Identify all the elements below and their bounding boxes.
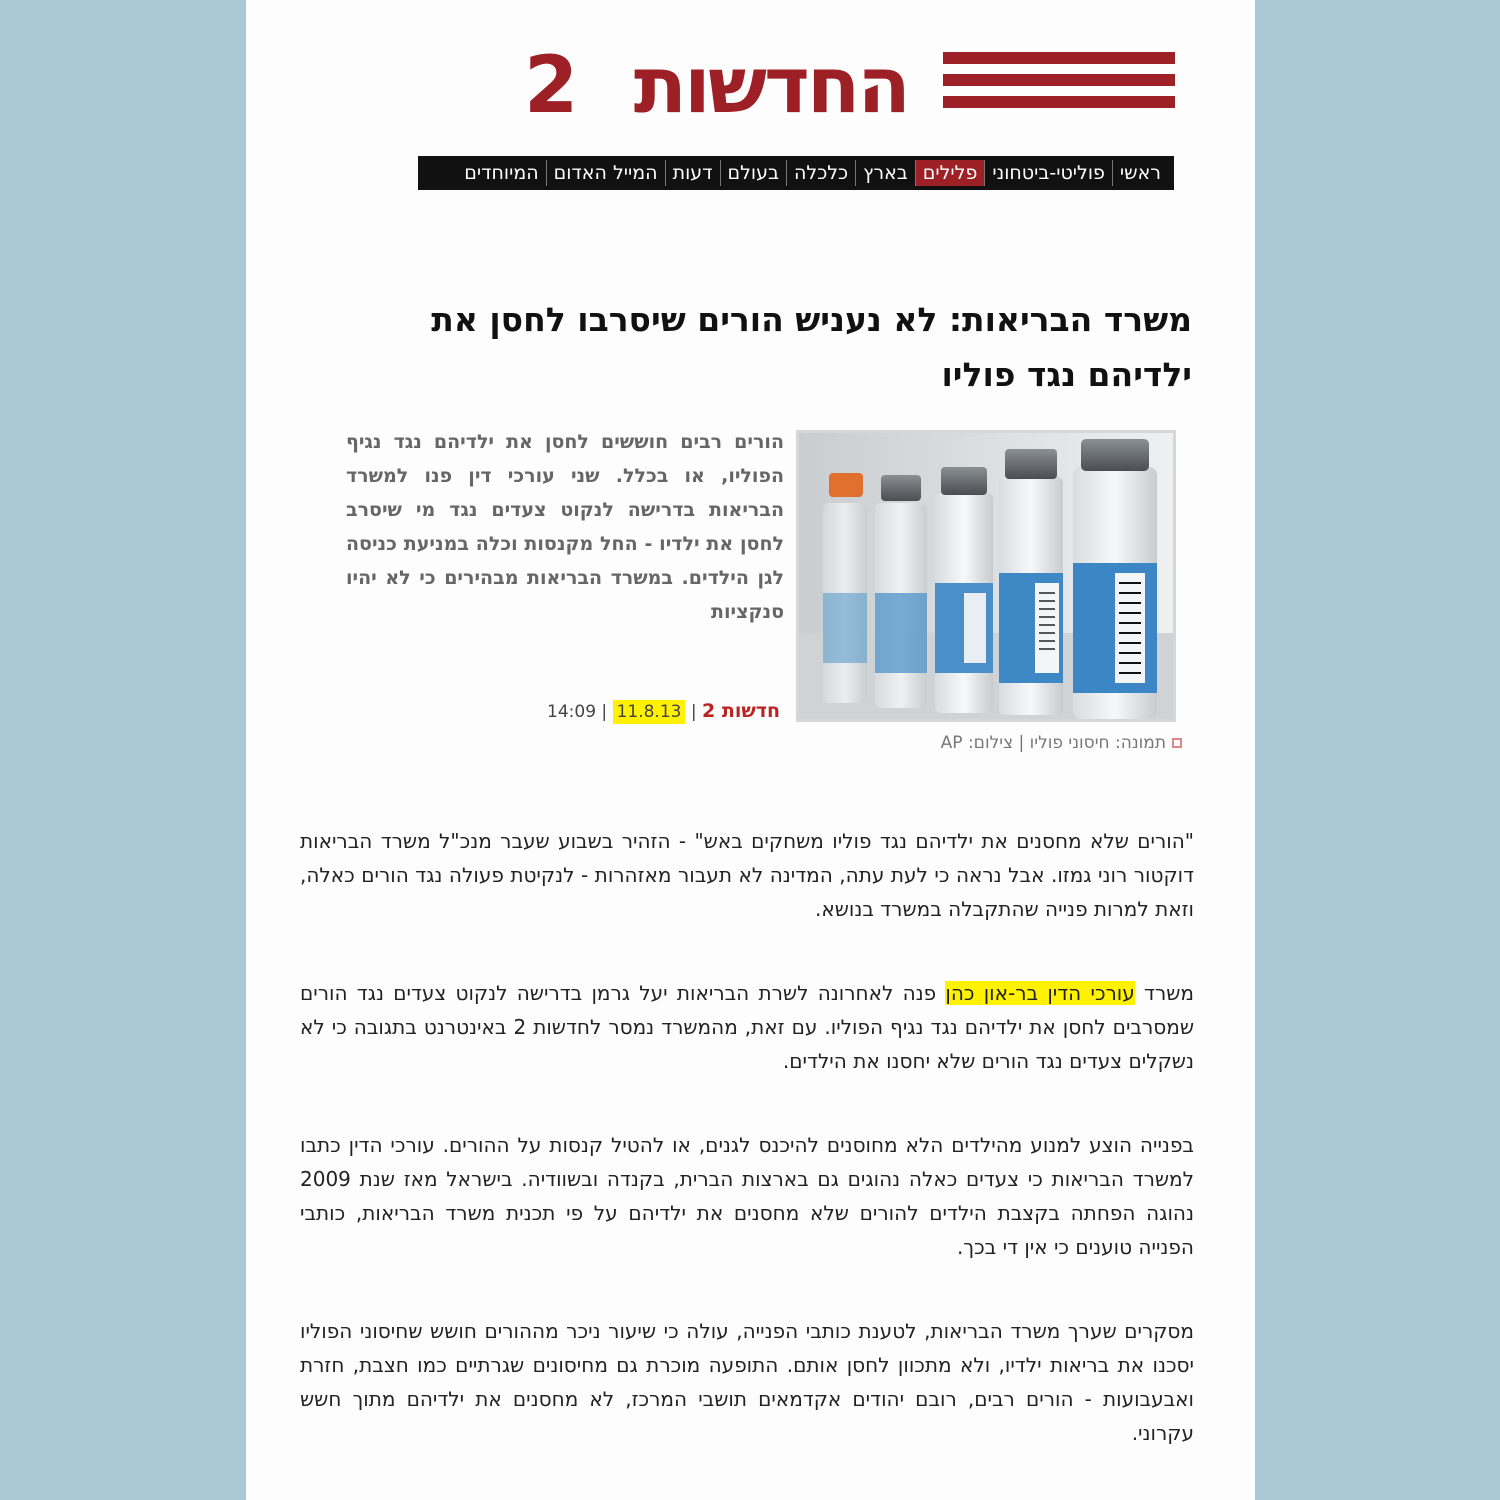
vaccine-vials-image (799, 433, 1173, 719)
source-label[interactable]: חדשות 2 (702, 700, 780, 722)
nav-item-3[interactable]: בארץ (855, 160, 915, 186)
caption-bullet-icon (1172, 738, 1182, 748)
paragraph-2: משרד עורכי הדין בר-און כהן פנה לאחרונה לשרת הבריאות יעל גרמן בדרישה לנקוט צעדים נגד הורים שמסרבים לחסן את ילדיהם נגד נגיף הפוליו. עם זאת, מהמשרד נמסר לחדשות 2 באינטרנט בתגובה כי לא נשקלים צעדים נגד הורים שלא יחסנו את הילדים. (300, 981, 1194, 1073)
article-photo[interactable] (796, 430, 1176, 722)
nav-item-7[interactable]: המייל האדום (546, 160, 665, 186)
article-lede: הורים רבים חוששים לחסן את ילדיהם נגד נגיף הפוליו, או בכלל. שני עורכי דין פנו למשרד הבריאות בדרישה לנקוט צעדים נגד מי שיסרב לחסן את ילדיו - החל מקנסות וכלה במניעת כניסה לגן הילדים. במשרד הבריאות מבהירים כי לא יהיו סנקציות (346, 431, 784, 623)
nav-item-4[interactable]: כלכלה (786, 160, 855, 186)
nav-item-8[interactable]: המיוחדים (464, 162, 539, 184)
nav-item-5[interactable]: בעולם (720, 160, 786, 186)
paragraph-1: "הורים שלא מחסנים את ילדיהם נגד פוליו משחקים באש" - הזהיר בשבוע שעבר מנכ"ל משרד הבריאות דוקטור רוני גמזו. אבל נראה כי לעת עתה, המדינה לא תעבור מאזהרות - לנקיטת פעולה נגד הורים כאלה, וזאת למרות פנייה שהתקבלה במשרד בנושא. (300, 829, 1194, 921)
photo-caption: תמונה: חיסוני פוליו | צילום: AP (866, 733, 1182, 753)
highlighted-text: עורכי הדין בר-און כהן (945, 981, 1135, 1005)
logo-text: החדשות (633, 41, 908, 131)
paragraph-4: מסקרים שערך משרד הבריאות, לטענת כותבי הפנייה, עולה כי שיעור ניכר מההורים חושש שחיסוני הפוליו יסכנו את בריאות ילדיו, ולא מתכוון לחסן אותם. התופעה מוכרת גם מחיסונים שגרתיים כמו חצבת, חזרת ואבעבועות - הורים רבים, רובם יהודים אקדמאים תושבי המרכז, לא מחסנים את ילדיהם מתוך חשש עקרוני. (300, 1319, 1194, 1445)
main-nav (418, 156, 1174, 190)
nav-item-0[interactable]: ראשי (1112, 160, 1168, 186)
nav-item-1[interactable]: פוליטי-ביטחוני (984, 160, 1112, 186)
publish-time: 14:09 (547, 702, 597, 722)
logo-number: 2 (524, 41, 579, 131)
logo-stripes (943, 52, 1175, 118)
publish-date: 11.8.13 (613, 700, 686, 724)
nav-item-6[interactable]: דעות (665, 160, 720, 186)
article-meta: חדשות 2 | 11.8.13 | 14:09 (547, 700, 780, 722)
newspaper-sheet (246, 0, 1255, 1500)
nav-item-2[interactable]: פלילים (915, 160, 985, 186)
paragraph-3: בפנייה הוצע למנוע מהילדים הלא מחוסנים להיכנס לגנים, או להטיל קנסות על ההורים. עורכי הדין כתבו למשרד הבריאות כי צעדים כאלה נהוגים גם בארצות הברית, בקנדה ובשוודיה. בישראל מאז שנת 2009 נהוגה הפחתה בקצבת הילדים להורים שלא מחסנים את ילדיהם על פי תכנית משרד הבריאות, כותבי הפנייה טוענים כי אין די בכך. (300, 1133, 1194, 1259)
article-headline: משרד הבריאות: לא נעניש הורים שיסרבו לחסן את ילדיהם נגד פוליו (431, 300, 1192, 394)
